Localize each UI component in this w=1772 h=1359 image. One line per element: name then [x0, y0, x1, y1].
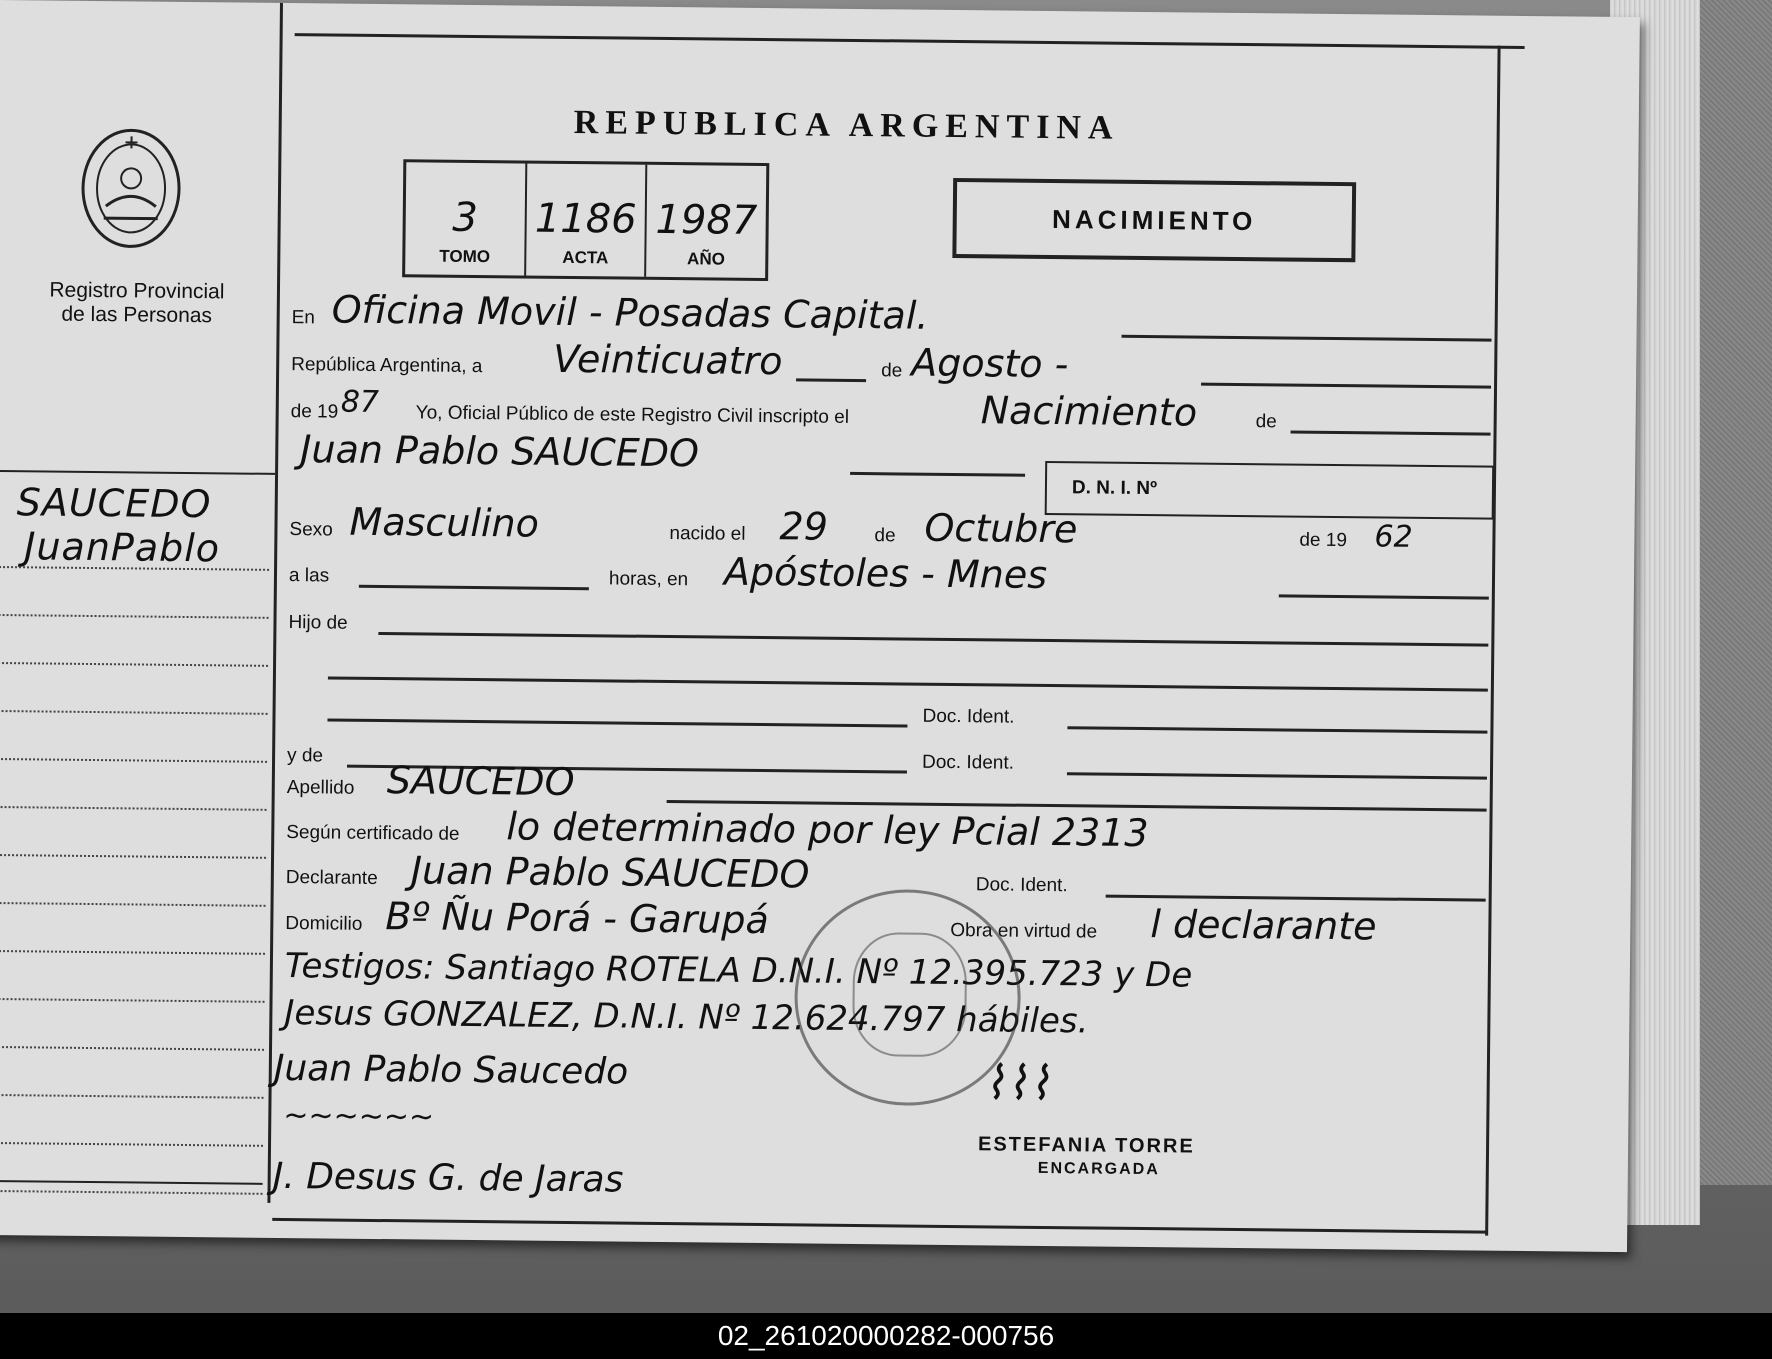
line-en [291, 287, 1497, 346]
fill-line [1122, 335, 1492, 342]
label-obra: Obra en virtud de [950, 920, 1098, 943]
value-day: Veinticuatro [553, 336, 783, 384]
label-domicilio: Domicilio [285, 913, 363, 935]
fill-line [1291, 431, 1491, 436]
label-horas: horas, en [608, 568, 689, 591]
line-hora-lugar [289, 551, 1494, 604]
value-inscribed: Nacimiento [980, 388, 1198, 435]
value-declarante: Juan Pablo SAUCEDO [410, 848, 810, 897]
signature-witness: J. Desus G. de Jaras [272, 1155, 624, 1201]
provincial-seal-icon [75, 126, 186, 257]
value-person-name: Juan Pablo SAUCEDO [300, 427, 700, 476]
document-type-box: NACIMIENTO [952, 178, 1356, 262]
filename-caption: 02_261020000282-000756 [0, 1313, 1772, 1359]
dni-box [1045, 461, 1495, 520]
label-sexo: Sexo [289, 519, 333, 541]
fill-line [850, 472, 1025, 477]
value-testigos-2: Jesus GONZALEZ, D.N.I. Nº 12.624.797 hábiles. [284, 993, 1089, 1042]
label-doc-ident: Doc. Ident. [921, 751, 1015, 774]
label-y-de: y de [286, 745, 324, 767]
tomo-label: TOMO [439, 246, 491, 267]
value-year: 87 [340, 384, 380, 420]
signature-declarante: Juan Pablo Saucedo [273, 1047, 629, 1093]
label-de-19: de 19 [1299, 529, 1348, 552]
line-hijo-de [288, 598, 1493, 651]
bottom-rule [272, 1218, 1487, 1234]
fill-line [1201, 383, 1491, 389]
acta-value: 1186 [534, 195, 637, 243]
fill-line [1067, 726, 1487, 733]
registry-office-name: Registro Provincial de las Personas [49, 278, 225, 328]
value-sexo: Masculino [349, 499, 540, 546]
label-en: En [291, 307, 316, 329]
tomo-cell [405, 162, 527, 275]
left-separator [0, 470, 275, 475]
act-number-box [402, 159, 769, 281]
margin-ruled-lines [0, 520, 270, 1195]
value-month: Agosto - [911, 340, 1069, 387]
label-de: de [1255, 411, 1277, 433]
label-de-19: de 19 [290, 401, 339, 423]
label-de: de [874, 525, 896, 547]
label-a-las: a las [288, 565, 330, 587]
official-role-stamp: ENCARGADA [1037, 1159, 1160, 1179]
acta-label: ACTA [562, 247, 609, 268]
margin-surname: SAUCEDO [16, 480, 212, 527]
label-yo: Yo, Oficial Público de este Registro Civil inscripto el [415, 402, 850, 428]
label-de: de [881, 360, 903, 382]
ano-value: 1987 [655, 196, 758, 244]
acta-cell [526, 164, 648, 277]
value-birth-place: Apóstoles - Mnes [723, 549, 1048, 597]
value-obra: l declarante [1150, 902, 1377, 949]
value-birth-month: Octubre [924, 505, 1078, 552]
country-heading: REPUBLICA ARGENTINA [573, 104, 1120, 147]
ano-cell [646, 165, 766, 278]
ano-label: AÑO [687, 249, 725, 269]
label-segun: Según certificado de [286, 822, 460, 845]
label-hijo-de: Hijo de [288, 612, 348, 634]
label-dni: D. N. I. Nº [1071, 477, 1158, 500]
label-nacido: nacido el [669, 523, 746, 545]
fill-line [796, 378, 866, 382]
value-domicilio: Bº Ñu Porá - Garupá [385, 894, 770, 943]
fill-line [378, 632, 1488, 647]
signature-witness-scribble: ~~~~~~ [283, 1098, 435, 1135]
margin-given-name: JuanPablo [24, 524, 221, 571]
fill-line [359, 585, 589, 590]
tomo-value: 3 [452, 194, 479, 242]
official-name-stamp: ESTEFANIA TORRE [977, 1133, 1195, 1158]
label-declarante: Declarante [285, 867, 378, 890]
label-republica: República Argentina, a [291, 354, 483, 378]
line-republica [291, 336, 1496, 393]
value-testigos-1: Testigos: Santiago ROTELA D.N.I. Nº 12.395.723 y De [284, 946, 1193, 996]
label-doc-ident: Doc. Ident. [975, 874, 1068, 897]
birth-certificate-form [272, 3, 1520, 1246]
value-segun: lo determinado por ley Pcial 2313 [506, 804, 1149, 856]
top-rule [295, 33, 1525, 49]
value-birth-day: 29 [779, 504, 829, 549]
fill-line [327, 718, 907, 727]
value-birth-year: 62 [1374, 519, 1413, 555]
label-apellido: Apellido [286, 777, 355, 799]
fill-line [1279, 594, 1489, 599]
value-apellido: SAUCEDO [386, 758, 575, 805]
stamp-inner-ring [852, 932, 967, 1057]
label-doc-ident: Doc. Ident. [922, 705, 1015, 728]
signature-official: ⌇⌇⌇ [983, 1055, 1052, 1111]
value-office: Oficina Movil - Posadas Capital. [331, 287, 929, 338]
fill-line [1106, 895, 1486, 902]
left-margin-column [0, 0, 283, 1203]
